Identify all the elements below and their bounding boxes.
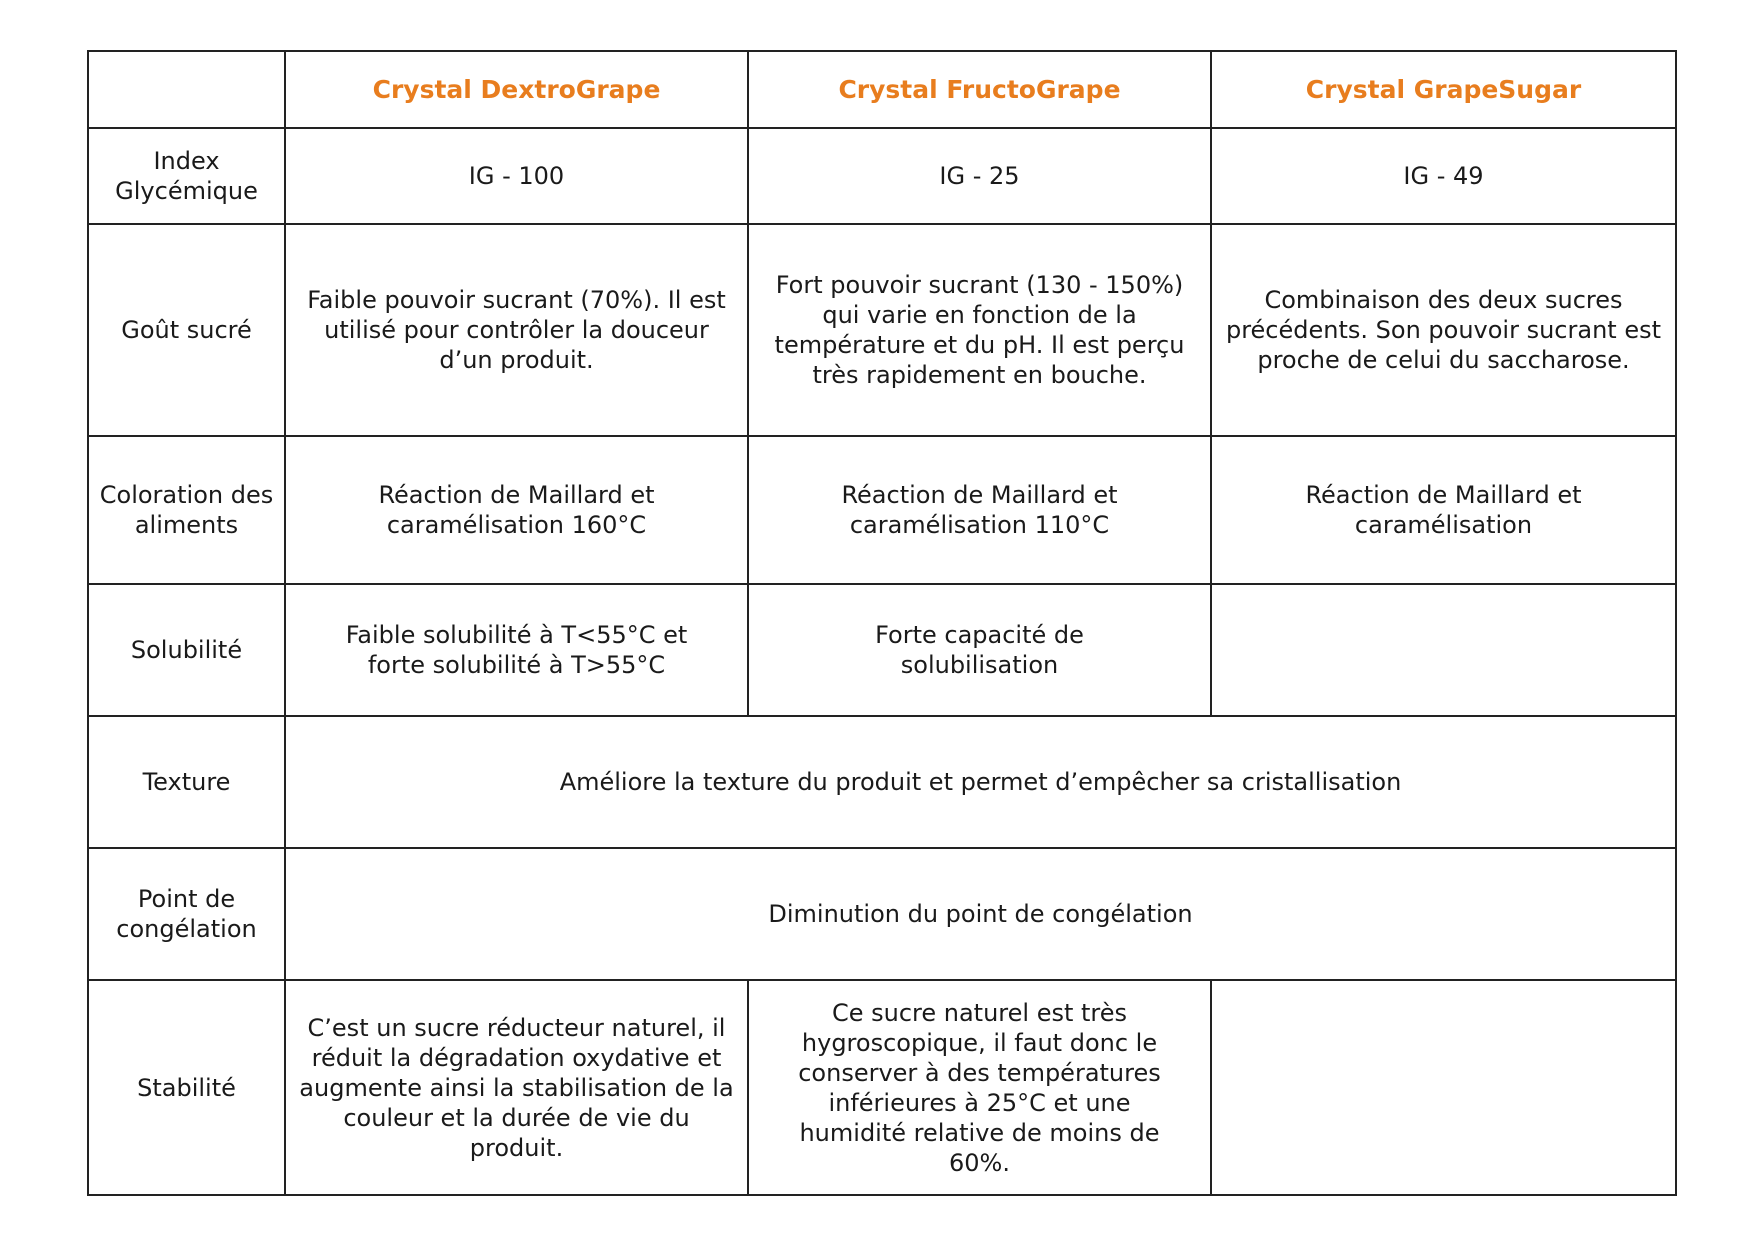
cell-coloration-grapesugar: Réaction de Maillard et caramélisation — [1211, 436, 1676, 584]
cell-solubilite-dextrogrape: Faible solubilité à T<55°C et forte solubilité à T>55°C — [285, 584, 748, 716]
table-row — [88, 128, 1676, 224]
row-label-texture: Texture — [88, 716, 285, 848]
cell-coloration-fructogrape: Réaction de Maillard et caramélisation 110°C — [748, 436, 1211, 584]
cell-stabilite-fructogrape: Ce sucre naturel est très hygroscopique, il faut donc le conserver à des températures inférieures à 25°C et une humidité relative de moins de 60%. — [748, 980, 1211, 1195]
product-header-grapesugar: Crystal GrapeSugar — [1211, 51, 1676, 128]
sugar-comparison-table — [87, 50, 1677, 1196]
cell-gout-grapesugar: Combinaison des deux sucres précédents. Son pouvoir sucrant est proche de celui du saccharose. — [1211, 224, 1676, 436]
row-label-stabilite: Stabilité — [88, 980, 285, 1195]
table-row — [88, 980, 1676, 1195]
row-label-coloration: Coloration des aliments — [88, 436, 285, 584]
cell-gout-fructogrape: Fort pouvoir sucrant (130 - 150%) qui varie en fonction de la température et du pH. Il est perçu très rapidement en bouche. — [748, 224, 1211, 436]
row-label-index-glycemique: Index Glycémique — [88, 128, 285, 224]
table-row — [88, 848, 1676, 980]
table-row — [88, 716, 1676, 848]
row-label-point-congelation: Point de congélation — [88, 848, 285, 980]
table-row — [88, 584, 1676, 716]
cell-coloration-dextrogrape: Réaction de Maillard et caramélisation 160°C — [285, 436, 748, 584]
row-label-solubilite: Solubilité — [88, 584, 285, 716]
cell-ig-dextrogrape: IG - 100 — [285, 128, 748, 224]
cell-solubilite-fructogrape: Forte capacité de solubilisation — [748, 584, 1211, 716]
cell-gout-dextrogrape: Faible pouvoir sucrant (70%). Il est utilisé pour contrôler la douceur d’un produit. — [285, 224, 748, 436]
cell-ig-grapesugar: IG - 49 — [1211, 128, 1676, 224]
cell-stabilite-dextrogrape: C’est un sucre réducteur naturel, il réduit la dégradation oxydative et augmente ainsi la stabilisation de la couleur et la durée de vie du produit. — [285, 980, 748, 1195]
table-row — [88, 436, 1676, 584]
cell-ig-fructogrape: IG - 25 — [748, 128, 1211, 224]
header-row — [88, 51, 1676, 128]
cell-texture-all: Améliore la texture du produit et permet d’empêcher sa cristallisation — [285, 716, 1676, 848]
comparison-table-container — [87, 50, 1675, 1196]
corner-cell — [88, 51, 285, 128]
product-header-fructogrape: Crystal FructoGrape — [748, 51, 1211, 128]
cell-stabilite-grapesugar — [1211, 980, 1676, 1195]
table-row — [88, 224, 1676, 436]
cell-point-congelation-all: Diminution du point de congélation — [285, 848, 1676, 980]
cell-solubilite-grapesugar — [1211, 584, 1676, 716]
row-label-gout-sucre: Goût sucré — [88, 224, 285, 436]
product-header-dextrogrape: Crystal DextroGrape — [285, 51, 748, 128]
